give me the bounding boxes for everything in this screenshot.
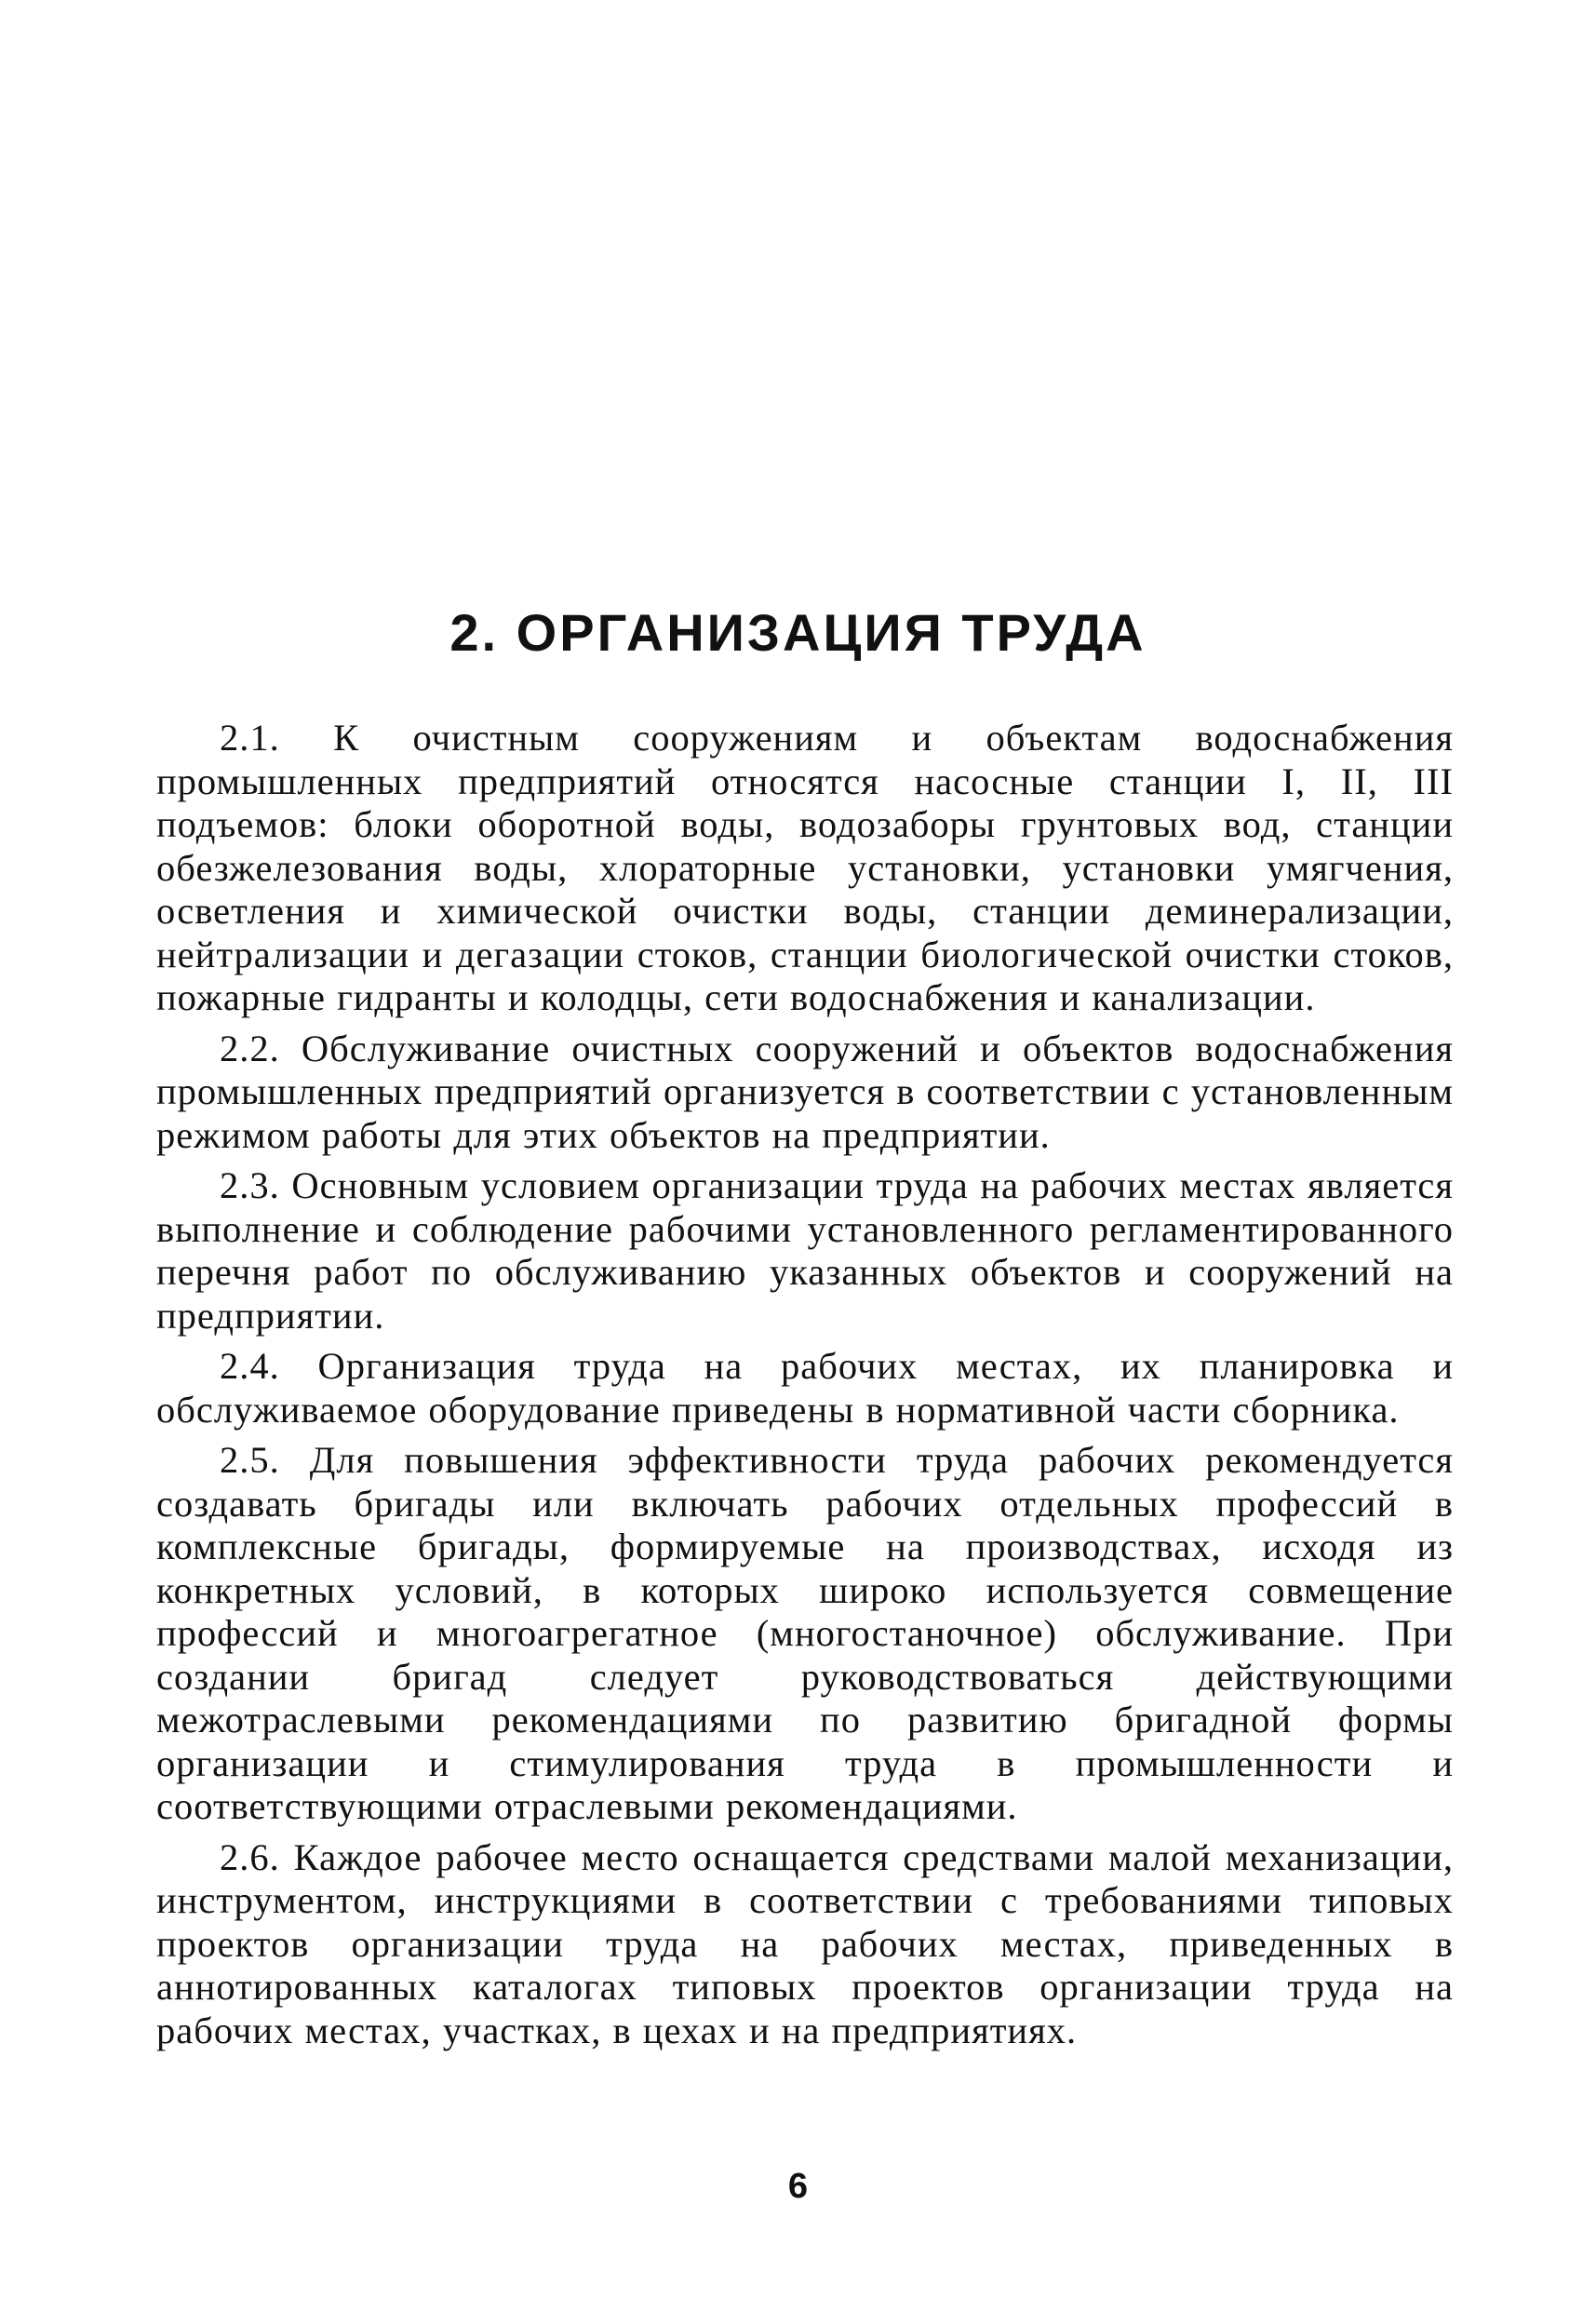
paragraph-2-5: 2.5. Для повышения эффективности труда рабочих рекомендуется создавать бригады или включать рабочих отдельных профессий в комплексные бригады, формируемые на производствах, исходя из конкретных условий, в которых широко используется совмещение профессий и многоагрегатное (многостаночное) обслуживание. При создании бригад следует руководствоваться действующими межотраслевыми рекомендациями по развитию бригадной формы организации и стимулирования труда в промышленности и соответствующими отраслевыми рекомендациями. [156,1439,1454,1827]
body-text [156,717,1454,2060]
paragraph-2-3: 2.3. Основным условием организации труда на рабочих местах является выполнение и соблюдение рабочими установленного регламентированного перечня работ по обслуживанию указанных объектов и сооружений на предприятии. [156,1164,1454,1337]
paragraph-2-2: 2.2. Обслуживание очистных сооружений и объектов водоснабжения промышленных предприятий организуется в соответствии с установленным режимом работы для этих объектов на предприятии. [156,1027,1454,1156]
section-title: 2. ОРГАНИЗАЦИЯ ТРУДА [449,603,1147,662]
paragraph-2-4: 2.4. Организация труда на рабочих местах, их планировка и обслуживаемое оборудование приведены в нормативной части сборника. [156,1345,1454,1431]
page-number: 6 [787,2167,809,2206]
paragraph-2-6: 2.6. Каждое рабочее место оснащается средствами малой механизации, инструментом, инструкциями в соответствии с требованиями типовых проектов организации труда на рабочих местах, приведенных в аннотированных каталогах типовых проектов организации труда на рабочих местах, участках, в цехах и на предприятиях. [156,1835,1454,2051]
paragraph-2-1: 2.1. К очистным сооружениям и объектам водоснабжения промышленных предприятий относятся насосные станции I, II, III подъемов: блоки оборотной воды, водозаборы грунтовых вод, станции обезжелезования воды, хлораторные установки, установки умягчения, осветления и химической очистки воды, станции деминерализации, нейтрализации и дегазации стоков, станции биологической очистки стоков, пожарные гидранты и колодцы, сети водоснабжения и канализации. [156,717,1454,1018]
